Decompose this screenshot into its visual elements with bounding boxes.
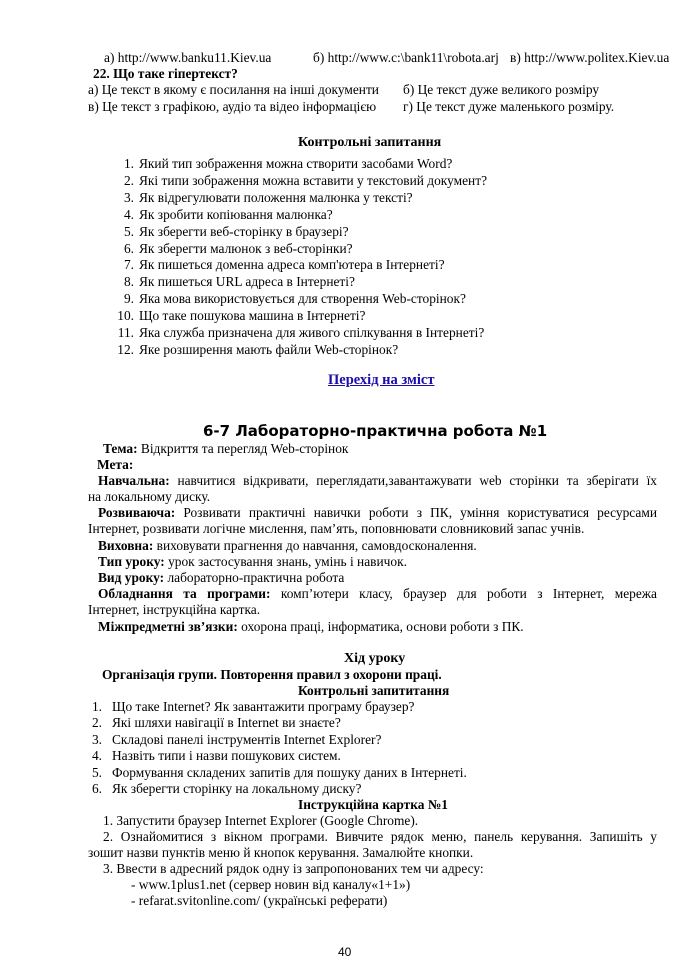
list-item-number: 8.	[123, 274, 134, 290]
upbringing-label: Виховна:	[98, 538, 154, 553]
list-item-number: 4.	[91, 748, 102, 764]
list-item	[112, 291, 466, 307]
q22-option-c: в) Це текст з графікою, аудіо та відео інформацією	[88, 99, 377, 114]
list-item	[84, 715, 341, 731]
control-questions-title: Контрольні запитання	[298, 135, 442, 150]
list-item-text: Яка служба призначена для живого спілкування в Інтернеті?	[139, 325, 485, 340]
list-item	[112, 156, 453, 172]
list-item-text: Що таке Internet? Як завантажити програму браузер?	[112, 699, 415, 714]
interdisciplinary-line	[98, 619, 524, 635]
list-item-number: 5.	[123, 223, 134, 239]
theme-line	[103, 441, 348, 457]
q22-option-b: б) Це текст дуже великого розміру	[403, 82, 600, 97]
list-item	[84, 764, 467, 781]
list-item	[84, 731, 382, 748]
q21-option-c: в) http://www.politex.Kiev.ua	[510, 50, 670, 65]
upbringing-text: виховувати прагнення до навчання, самовдосконалення.	[153, 538, 477, 553]
list-item-text: Як зберегти сторінку на локальному диску?	[112, 781, 362, 796]
list-item-number: 12.	[117, 341, 134, 357]
list-item-text: Яка мова використовується для створення Web-сторінок?	[139, 291, 466, 307]
list-item	[84, 748, 341, 764]
organization-text: Організація групи. Повторення правил з охорони праці.	[102, 667, 442, 682]
list-item	[112, 274, 355, 290]
interdisciplinary-label: Міжпредметні зв’язки:	[98, 619, 238, 634]
step-3-sub-1: - www.1plus1.net (сервер новин від каналу«1+1»)	[131, 877, 411, 892]
list-item-number: 1.	[91, 699, 102, 714]
step-2-line-1: 2. Ознайомитися з вікном програми. Вивчите рядок меню, панель керування. Запишіть у	[103, 829, 657, 844]
step-3-sub-2: - refarat.svitonline.com/ (українські реферати)	[131, 893, 388, 908]
step-2-line-2: зошит назви пунктів меню й кнопок керування. Замалюйте кнопки.	[88, 845, 474, 860]
q22-question: 22. Що таке гіпертекст?	[93, 66, 238, 81]
list-item	[84, 781, 362, 797]
list-item-text: Як зберегти веб-сторінку в браузері?	[139, 223, 349, 239]
list-item-number: 10.	[117, 308, 134, 324]
lesson-type-label: Тип уроку:	[98, 554, 165, 569]
dev-text-1: Розвивати практичні навички роботи з ПК, уміння користуватися ресурсами	[183, 505, 657, 520]
equipment-text-2: Інтернет, інструкційна картка.	[88, 602, 261, 617]
lesson-kind-label: Вид уроку:	[98, 570, 165, 585]
instruction-card-title: Інструкційна картка №1	[298, 797, 448, 812]
step-3: 3. Ввести в адресний рядок одну із запропонованих тем чи адресу:	[103, 861, 484, 876]
toc-link[interactable]: Перехід на зміст	[328, 372, 435, 388]
edu-text-1: навчитися відкривати, переглядати,завантажувати web сторінки та зберігати їх	[177, 473, 657, 488]
list-item-text: Як відрегулювати положення малюнка у тексті?	[139, 189, 413, 205]
list-item-text: Як пишеться URL адреса в Інтернеті?	[139, 274, 355, 290]
list-item	[112, 240, 353, 257]
theme-label: Тема:	[103, 441, 138, 456]
list-item	[112, 223, 349, 240]
edu-label: Навчальна:	[98, 473, 170, 488]
list-item-number: 6.	[91, 781, 102, 796]
list-item-text: Як зробити копіювання малюнка?	[139, 206, 333, 222]
list-item-text: Як пишеться доменна адреса комп'ютера в Інтернеті?	[139, 257, 445, 273]
list-item-text: Як зберегти малюнок з веб-сторінки?	[139, 240, 353, 256]
upbringing-line	[98, 538, 477, 554]
list-item-number: 6.	[123, 240, 134, 256]
q22-option-d: г) Це текст дуже маленького розміру.	[403, 99, 615, 114]
interdisciplinary-text: охорона праці, інформатика, основи роботи з ПК.	[237, 619, 524, 634]
list-item	[112, 308, 366, 324]
lab-title: 6-7 Лабораторно-практична робота №1	[203, 422, 548, 440]
edu-line-1	[98, 473, 657, 489]
list-item	[112, 341, 399, 358]
list-item-number: 4.	[123, 206, 134, 222]
lesson-type-line	[98, 554, 407, 570]
equipment-line-1	[98, 586, 657, 602]
step-1: 1. Запустити браузер Internet Explorer (Google Chrome).	[103, 813, 419, 828]
lesson-kind-line	[98, 570, 344, 586]
theme-text: Відкриття та перегляд Web-сторінок	[137, 441, 349, 456]
list-item	[84, 699, 415, 715]
list-item-text: Які шляхи навігації в Internet ви знаєте?	[112, 715, 341, 731]
list-item-number: 9.	[123, 291, 134, 307]
list-item	[112, 257, 445, 273]
list-item	[112, 325, 485, 341]
list-item-number: 5.	[91, 764, 102, 780]
q22-option-a: а) Це текст в якому є посилання на інші документи	[88, 82, 379, 97]
dev-label: Розвиваюча:	[98, 505, 176, 520]
list-item	[112, 172, 488, 189]
list-item-text: Яке розширення мають файли Web-сторінок?	[139, 341, 399, 357]
list-item	[112, 189, 413, 206]
lesson-control-title: Контрольні запититання	[298, 683, 450, 698]
list-item-number: 11.	[117, 325, 134, 340]
q21-option-b: б) http://www.c:\bank11\robota.arj	[313, 50, 499, 65]
list-item-number: 2.	[123, 172, 134, 188]
lesson-type-text: урок застосування знань, умінь і навичок.	[164, 554, 407, 569]
page-number: 40	[338, 945, 352, 959]
list-item-text: Складові панелі інструментів Internet Explorer?	[112, 731, 382, 747]
list-item-text: Які типи зображення можна вставити у текстовий документ?	[139, 172, 488, 188]
list-item-number: 1.	[123, 156, 134, 171]
list-item-number: 3.	[91, 731, 102, 747]
equipment-label: Обладнання та програми:	[98, 586, 271, 601]
q21-option-a: а) http://www.banku11.Kiev.ua	[104, 50, 272, 65]
list-item-number: 7.	[123, 257, 134, 273]
edu-text-2: на локальному диску.	[88, 489, 211, 504]
lesson-progress-title: Хід уроку	[344, 651, 406, 666]
list-item-text: Формування складених запитів для пошуку даних в Інтернеті.	[112, 764, 467, 780]
list-item	[112, 206, 333, 223]
list-item-text: Що таке пошукова машина в Інтернеті?	[139, 308, 366, 324]
list-item-text: Назвіть типи і назви пошукових систем.	[112, 748, 341, 764]
dev-line-1	[98, 505, 657, 521]
lesson-kind-text: лабораторно-практична робота	[164, 570, 345, 585]
equipment-text-1: комп’ютери класу, браузер для роботи з Інтернет, мережа	[280, 586, 657, 601]
list-item-number: 2.	[91, 715, 102, 731]
list-item-text: Який тип зображення можна створити засобами Word?	[139, 156, 453, 171]
goal-label: Мета:	[97, 457, 134, 472]
list-item-number: 3.	[123, 189, 134, 205]
dev-text-2: Інтернет, розвивати логічне мислення, пам’ять, поповнювати словниковий запас учнів.	[88, 521, 585, 536]
